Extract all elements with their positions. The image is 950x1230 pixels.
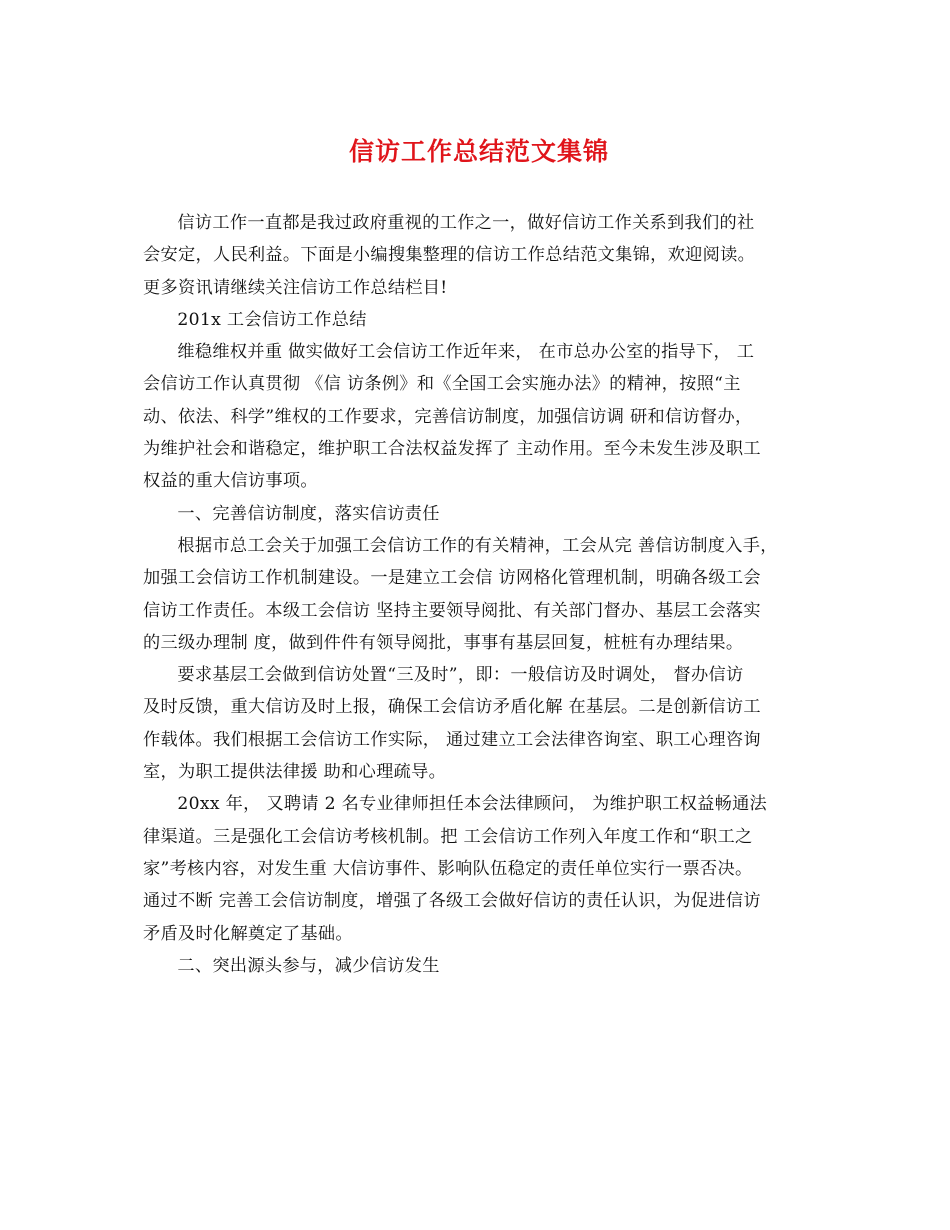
text-line: 矛盾及时化解奠定了基础。: [143, 923, 353, 944]
text-line: 维稳维权并重 做实做好工会信访工作近年来， 在市总办公室的指导下， 工: [177, 342, 755, 363]
document-title: 信访工作总结范文集锦: [348, 137, 609, 166]
text-line: 一、完善信访制度，落实信访责任: [177, 503, 440, 524]
text-line: 二、突出源头参与，减少信访发生: [177, 955, 440, 976]
paragraph-intro: [143, 207, 815, 304]
section-heading-year: [143, 304, 815, 336]
paragraph-system: [143, 530, 815, 659]
text-line: 及时反馈，重大信访及时上报，确保工会信访矛盾化解 在基层。二是创新信访工: [143, 697, 761, 718]
text-line: 权益的重大信访事项。: [143, 471, 318, 492]
text-line: 更多资讯请继续关注信访工作总结栏目!: [143, 277, 448, 298]
text-line: 信访工作一直都是我过政府重视的工作之一，做好信访工作关系到我们的社: [177, 213, 755, 233]
text-line: 作载体。我们根据工会信访工作实际， 通过建立工会法律咨询室、职工心理咨询: [143, 729, 761, 750]
text-line: 信访工作责任。本级工会信访 坚持主要领导阅批、有关部门督办、基层工会落实: [143, 600, 761, 621]
text-line: 律渠道。三是强化工会信访考核机制。把 工会信访工作列入年度工作和“职工之: [143, 826, 753, 847]
paragraph-lawyers: [143, 788, 815, 949]
text-line: 家”考核内容，对发生重 大信访事件、影响队伍稳定的责任单位实行一票否决。: [143, 858, 753, 879]
section-heading-1: [143, 498, 815, 530]
text-line: 会信访工作认真贯彻 《信 访条例》和《全国工会实施办法》的精神，按照“主: [143, 374, 741, 395]
text-line: 201x 工会信访工作总结: [177, 309, 367, 330]
text-line: 要求基层工会做到信访处置“三及时”，即：一般信访及时调处， 督办信访: [177, 665, 744, 686]
paragraph-overview: [143, 336, 815, 497]
paragraph-requirements: [143, 659, 815, 788]
text-line: 20xx 年， 又聘请 2 名专业律师担任本会法律顾问， 为维护职工权益畅通法: [177, 794, 768, 815]
section-heading-2: [143, 950, 815, 982]
text-line: 会安定，人民利益。下面是小编搜集整理的信访工作总结范文集锦，欢迎阅读。: [143, 245, 756, 266]
text-line: 加强工会信访工作机制建设。一是建立工会信 访网格化管理机制，明确各级工会: [143, 568, 761, 589]
text-line: 动、依法、科学”维权的工作要求，完善信访制度，加强信访调 研和信访督办，: [143, 406, 753, 427]
text-line: 的三级办理制 度，做到件件有领导阅批，事事有基层回复，桩桩有办理结果。: [143, 632, 744, 653]
text-line: 室，为职工提供法律援 助和心理疏导。: [143, 762, 447, 783]
text-line: 为维护社会和谐稳定，维护职工合法权益发挥了 主动作用。至今未发生涉及职工: [143, 439, 761, 460]
text-line: 根据市总工会关于加强工会信访工作的有关精神，工会从完 善信访制度入手，: [177, 535, 778, 556]
text-line: 通过不断 完善工会信访制度，增强了各级工会做好信访的责任认识，为促进信访: [143, 891, 761, 912]
document-body: [143, 207, 815, 982]
